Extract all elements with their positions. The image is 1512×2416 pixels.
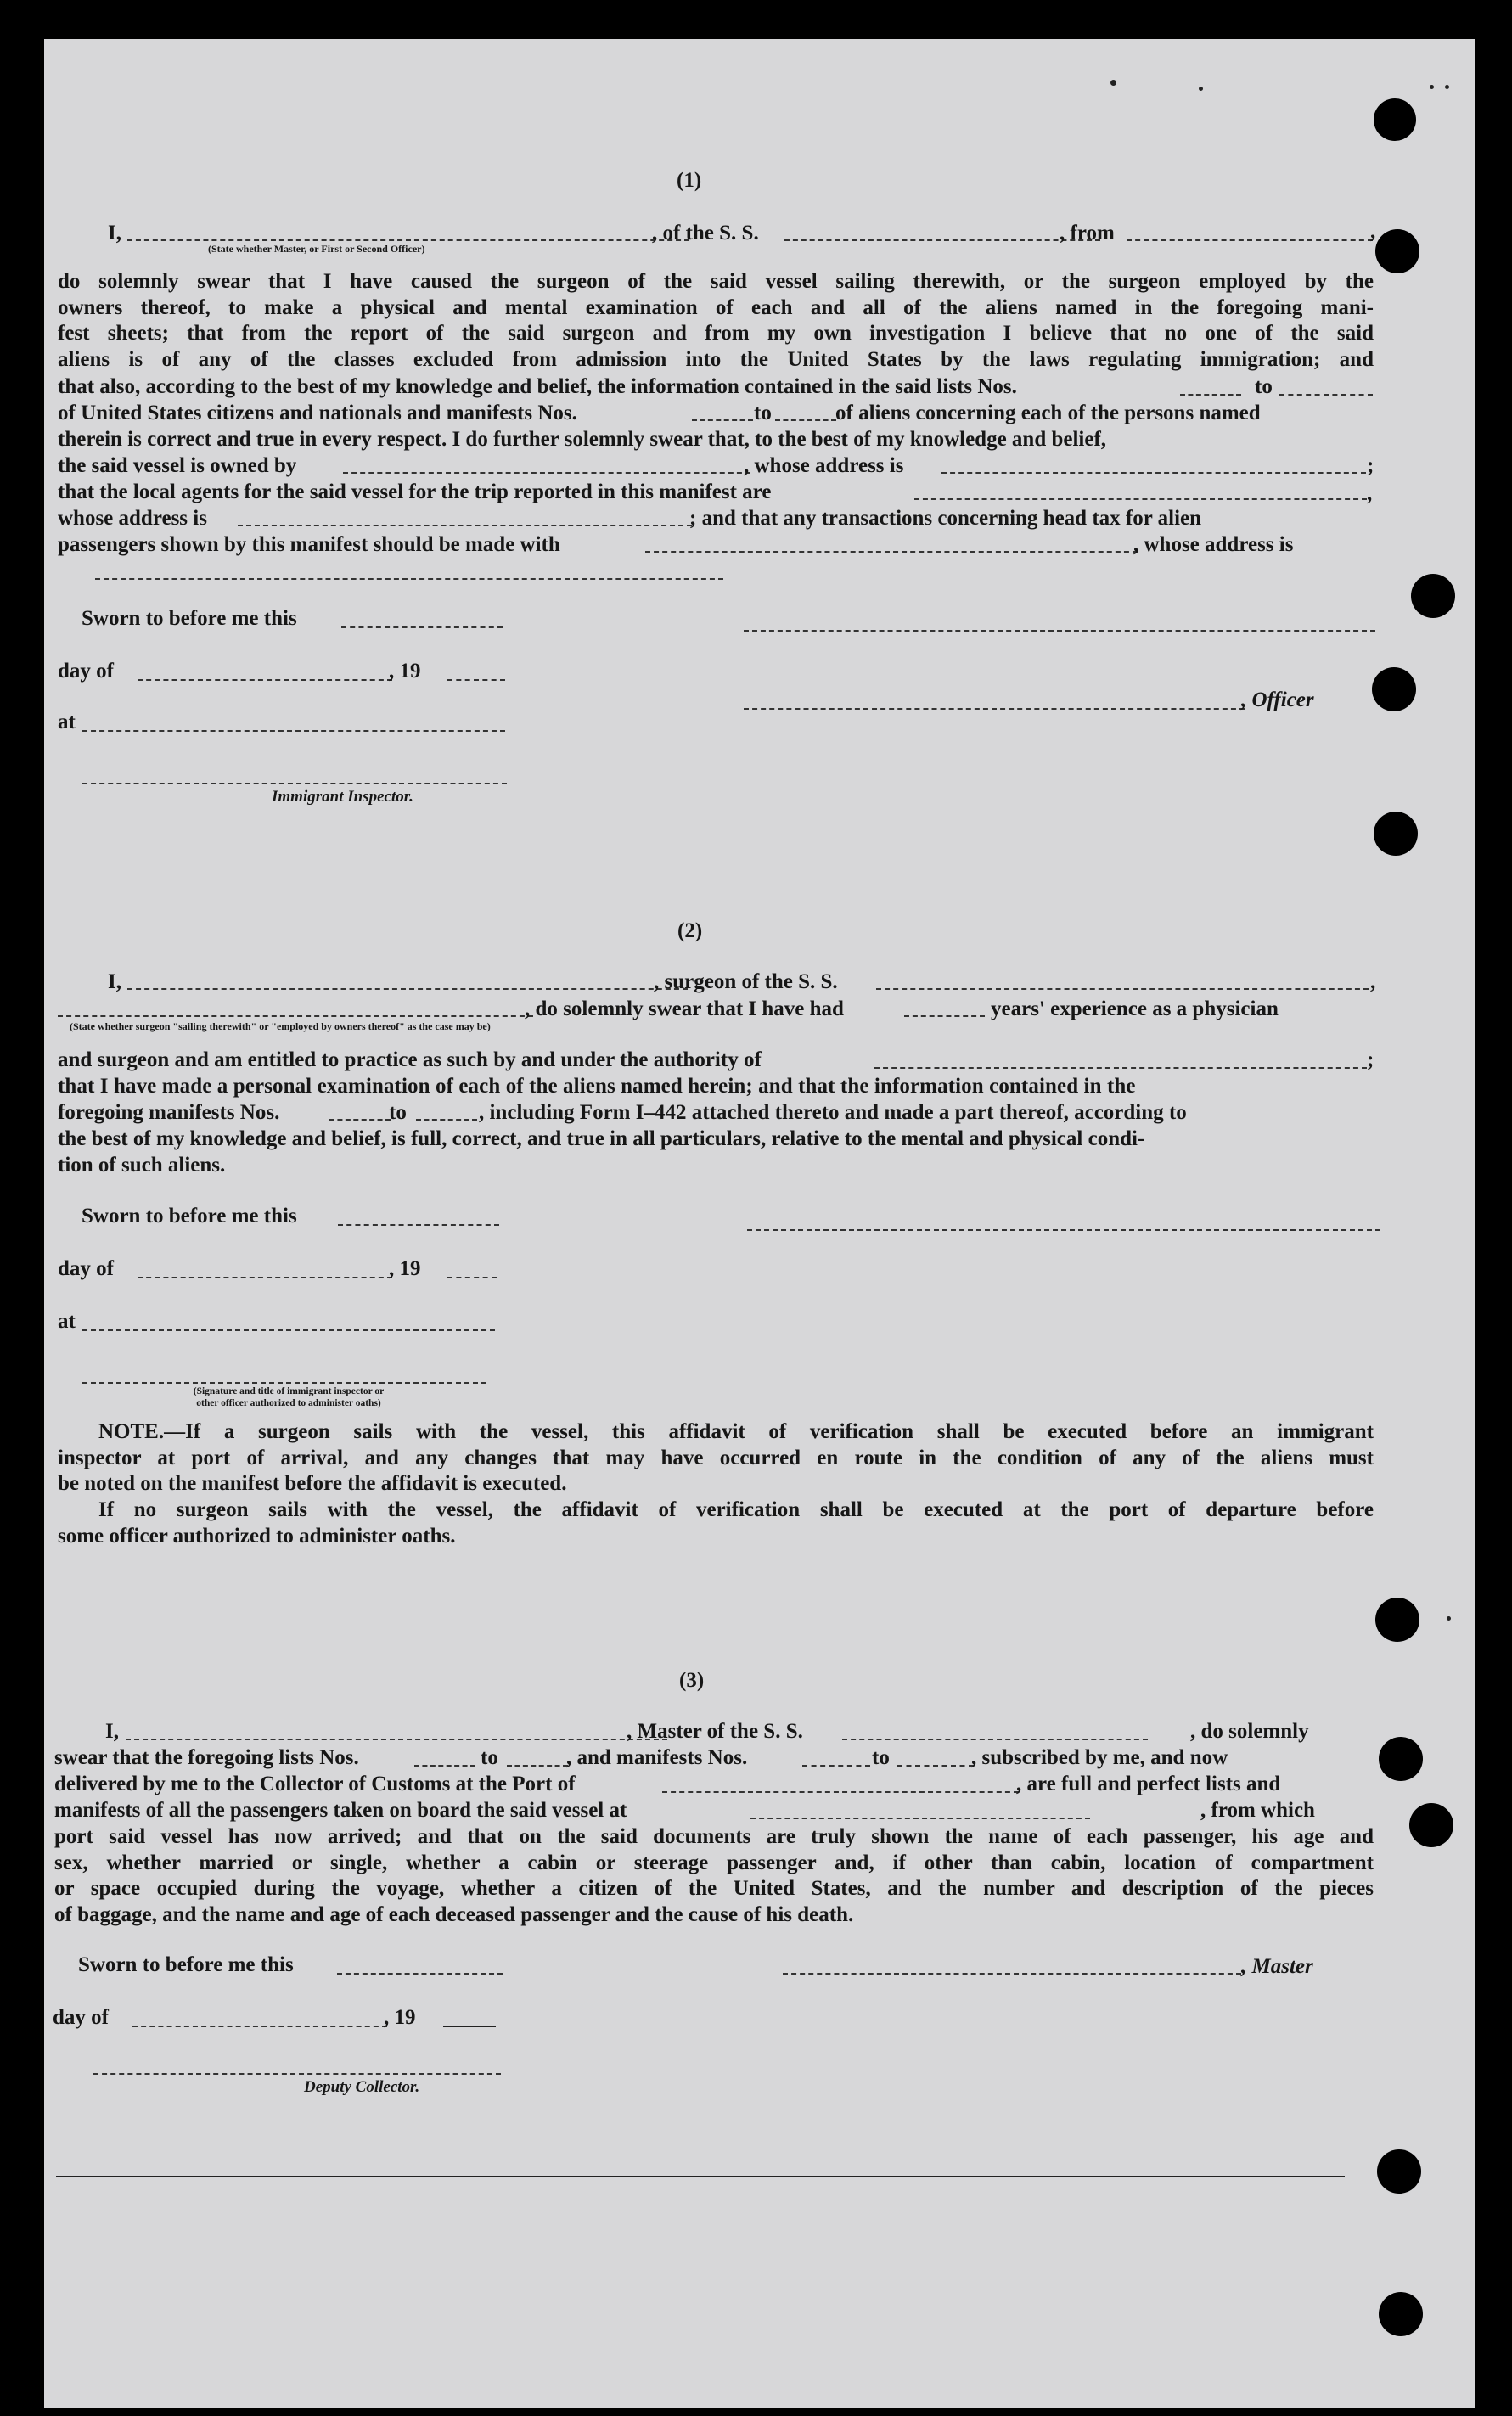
s2-at-field[interactable] [82, 1329, 495, 1331]
master-of-ss-label: , Master of the S. S. [627, 1720, 803, 1743]
head-tax-text: ; and that any transactions concerning head tax for alien [689, 507, 1202, 530]
s1-line-2: owners thereof, to make a physical and mental examination of each and all of the aliens named in the foregoing mani- [58, 295, 1374, 319]
s3-sworn-label: Sworn to before me this [78, 1953, 294, 1976]
s3-lists-to-field[interactable] [507, 1765, 568, 1767]
s3-manifests-from-field[interactable] [802, 1765, 870, 1767]
s2-day-of-field[interactable] [138, 1277, 392, 1278]
s3-lists-to: to [481, 1746, 498, 1769]
owner-address-semicolon: ; [1367, 454, 1374, 477]
s1-line-7: therein is correct and true in every respect. I do further solemnly swear that, to the best of my knowledge and belief, [58, 428, 1107, 451]
s2-manifests-to: to [389, 1101, 407, 1124]
lists-no-from-field[interactable] [1180, 394, 1241, 396]
s3-line-1: port said vessel has now arrived; and that on the said documents are truly shown the name of each passenger, his age and [54, 1825, 1374, 1848]
and-manifests-label: , and manifests Nos. [566, 1746, 748, 1769]
of-ss-label: , of the S. S. [652, 222, 759, 244]
s3-lists-from-field[interactable] [414, 1765, 475, 1767]
s2-manifests-to-field[interactable] [416, 1119, 477, 1121]
officer-name-field[interactable] [127, 239, 689, 241]
such-aliens-line: tion of such aliens. [58, 1154, 226, 1177]
owner-address-label: , whose address is [744, 454, 904, 477]
punch-hole [1379, 1737, 1423, 1781]
punch-hole [1379, 2292, 1423, 2336]
punch-hole [1372, 667, 1416, 711]
manifests-to-label: to [754, 402, 772, 424]
from-label: , from [1060, 222, 1115, 244]
years-experience-text: years' experience as a physician [991, 997, 1279, 1020]
s3-collector-signature-field[interactable] [93, 2073, 501, 2075]
s2-year-field[interactable] [447, 1277, 497, 1278]
s3-year-field[interactable] [443, 2026, 496, 2027]
party-address-field[interactable] [95, 578, 723, 580]
s1-line-8: the said vessel is owned by [58, 454, 297, 477]
owner-field[interactable] [343, 472, 750, 474]
deputy-collector-caption: Deputy Collector. [304, 2078, 420, 2096]
surgeon-note-paragraph [58, 1419, 1374, 1550]
punch-hole [1375, 1598, 1419, 1642]
local-agents-comma: , [1367, 482, 1373, 505]
authority-field[interactable] [874, 1067, 1367, 1069]
lists-to-label: to [1255, 375, 1273, 398]
of-aliens-text: of aliens concerning each of the persons named [835, 402, 1261, 424]
punch-hole [1375, 229, 1419, 273]
head-tax-party-field[interactable] [645, 551, 1138, 553]
s3-day-of-label: day of [53, 2006, 109, 2029]
s2-manifests-from-field[interactable] [329, 1119, 391, 1121]
s2-inspector-signature-field[interactable] [82, 1382, 486, 1384]
customs-port-field[interactable] [662, 1791, 1019, 1793]
swear-lists-label: swear that the foregoing lists Nos. [54, 1746, 359, 1769]
delivered-label: delivered by me to the Collector of Customs at the Port of [54, 1773, 576, 1795]
subscribed-label: , subscribed by me, and now [971, 1746, 1228, 1769]
s2-day-of-label: day of [58, 1257, 114, 1280]
surgeon-status-field[interactable] [58, 1015, 533, 1017]
s1-line-10: whose address is [58, 507, 207, 530]
s2-sworn-date-field[interactable] [338, 1224, 499, 1226]
section-3-paragraph [54, 1824, 1374, 1929]
section-1-heading: (1) [677, 169, 702, 192]
s2-caption-1: (Signature and title of immigrant inspector or [193, 1386, 385, 1396]
s1-line-1: do solemnly swear that I have caused the surgeon of the said vessel sailing therewith, or the surgeon employed by the [58, 270, 1374, 293]
surgeon-of-ss-label: , surgeon of the S. S. [654, 970, 838, 993]
s3-year-label: , 19 [384, 2006, 416, 2029]
s1-line-3: fest sheets; that from the report of the said surgeon and from my own investigation I believe that no one of the said [58, 322, 1374, 346]
note-line-5: some officer authorized to administer oaths. [58, 1524, 456, 1548]
authority-semicolon: ; [1367, 1048, 1374, 1071]
manifests-all-label: manifests of all the passengers taken on board the said vessel at [54, 1799, 627, 1822]
s1-sworn-date-field[interactable] [341, 626, 503, 628]
punch-hole [1374, 98, 1416, 141]
master-name-field[interactable] [126, 1739, 667, 1740]
surgeon-status-note: (State whether surgeon "sailing therewith" or "employed by owners thereof" as the case may be) [70, 1020, 491, 1032]
s1-at-field[interactable] [82, 730, 505, 732]
s1-inspector-signature-field[interactable] [82, 783, 507, 784]
s1-year-field[interactable] [447, 679, 505, 681]
punch-hole [1409, 1803, 1453, 1847]
s3-line-3: or space occupied during the voyage, whether a citizen of the United States, and the number and description of the pieces [54, 1877, 1374, 1901]
local-agents-field[interactable] [914, 498, 1367, 500]
ink-speck [1110, 80, 1116, 86]
officer-caption: , Officer [1241, 688, 1314, 711]
vessel-name-field[interactable] [784, 239, 1100, 241]
ink-speck [1430, 85, 1434, 89]
party-address-label: , whose address is [1133, 533, 1294, 556]
surgeon-i-label: I, [108, 970, 121, 993]
note-label: NOTE. [98, 1420, 165, 1443]
ink-speck [1447, 1616, 1451, 1621]
authority-line: and surgeon and am entitled to practice as such by and under the authority of [58, 1048, 762, 1071]
s1-line-4: aliens is of any of the classes excluded from admission into the United States by the laws regulating immigration; and [58, 348, 1374, 372]
s1-officer-signature-field[interactable] [744, 630, 1375, 632]
do-solemnly-label: , do solemnly [1190, 1720, 1309, 1743]
from-which-label: , from which [1200, 1799, 1315, 1822]
s1-line-11: passengers shown by this manifest should be made with [58, 533, 560, 556]
do-swear-text: , do solemnly swear that I have had [525, 997, 844, 1020]
s1-line-6: of United States citizens and nationals and manifests Nos. [58, 402, 577, 424]
agents-address-field[interactable] [238, 525, 692, 526]
note-line-2: inspector at port of arrival, and any changes that may have occurred en route in the condition of any of the aliens must [58, 1446, 1374, 1469]
form-page [44, 39, 1475, 2408]
section-1-paragraph [58, 269, 1374, 374]
s3-manifests-to-field[interactable] [897, 1765, 974, 1767]
punch-hole [1411, 574, 1455, 618]
officer-i-label: I, [108, 222, 121, 244]
manifests-no-from-field[interactable] [692, 419, 753, 421]
ink-speck [1199, 87, 1203, 91]
s1-line-5: that also, according to the best of my knowledge and belief, the information contained in the said lists Nos. [58, 375, 1017, 398]
s2-sworn-label: Sworn to before me this [82, 1205, 297, 1228]
note-text-1: —If a surgeon sails with the vessel, this affidavit of verification shall be executed before an immigrant [164, 1420, 1374, 1443]
master-vessel-field[interactable] [842, 1739, 1148, 1740]
owner-address-field[interactable] [941, 472, 1366, 474]
manifests-line-b: , including Form I–442 attached thereto and made a part thereof, according to [479, 1101, 1187, 1124]
surgeon-vessel-comma: , [1370, 970, 1376, 993]
s3-manifests-to: to [872, 1746, 890, 1769]
manifests-no-to-field[interactable] [775, 419, 836, 421]
best-knowledge-line: the best of my knowledge and belief, is full, correct, and true in all particulars, relative to the mental and physical condi- [58, 1127, 1145, 1150]
s1-at-label: at [58, 711, 76, 733]
officer-rank-note: (State whether Master, or First or Second Officer) [208, 243, 425, 255]
s3-line-2: sex, whether married or single, whether a cabin or steerage passenger and, if other than cabin, location of compartment [54, 1851, 1374, 1874]
s3-sworn-date-field[interactable] [337, 1973, 503, 1975]
s1-officer-title-field[interactable] [744, 708, 1245, 710]
immigrant-inspector-caption: Immigrant Inspector. [272, 788, 413, 806]
s1-line-9: that the local agents for the said vessel for the trip reported in this manifest are [58, 480, 772, 503]
s2-at-label: at [58, 1310, 76, 1333]
years-experience-field[interactable] [904, 1015, 985, 1017]
s1-year-label: , 19 [389, 660, 421, 683]
lists-no-to-field[interactable] [1279, 394, 1373, 396]
punch-hole [1374, 812, 1418, 856]
section-2-heading: (2) [677, 919, 703, 942]
note-line-3: be noted on the manifest before the affidavit is executed. [58, 1472, 567, 1496]
s3-day-of-field[interactable] [132, 2026, 387, 2027]
boarding-port-field[interactable] [750, 1818, 1090, 1819]
s1-sworn-label: Sworn to before me this [82, 607, 297, 630]
s1-day-of-field[interactable] [138, 679, 392, 681]
note-line-4: If no surgeon sails with the vessel, the affidavit of verification shall be executed at the port of departure before [98, 1498, 1374, 1522]
section-3-heading: (3) [679, 1669, 705, 1692]
s3-master-signature-field[interactable] [783, 1973, 1241, 1975]
manifests-line-a: foregoing manifests Nos. [58, 1101, 280, 1124]
s2-year-label: , 19 [389, 1257, 421, 1280]
master-i-label: I, [105, 1720, 119, 1743]
s1-day-of-label: day of [58, 660, 114, 683]
bottom-rule [56, 2176, 1345, 2177]
ink-speck [1445, 85, 1449, 89]
surgeon-vessel-field[interactable] [876, 988, 1369, 990]
master-caption: , Master [1241, 1955, 1313, 1978]
s2-caption-2: other officer authorized to administer oaths) [196, 1398, 381, 1408]
line-end-comma: , [1370, 220, 1376, 243]
personal-exam-line: that I have made a personal examination of each of the aliens named herein; and that the information contained in the [58, 1075, 1136, 1098]
s3-line-4: of baggage, and the name and age of each deceased passenger and the cause of his death. [54, 1903, 854, 1927]
from-port-field[interactable] [1127, 239, 1373, 241]
full-perfect-label: , are full and perfect lists and [1016, 1773, 1281, 1795]
note-line-1 [58, 1419, 1374, 1446]
s2-surgeon-signature-field[interactable] [747, 1229, 1380, 1231]
surgeon-name-field[interactable] [127, 988, 688, 990]
punch-hole [1377, 2149, 1421, 2194]
